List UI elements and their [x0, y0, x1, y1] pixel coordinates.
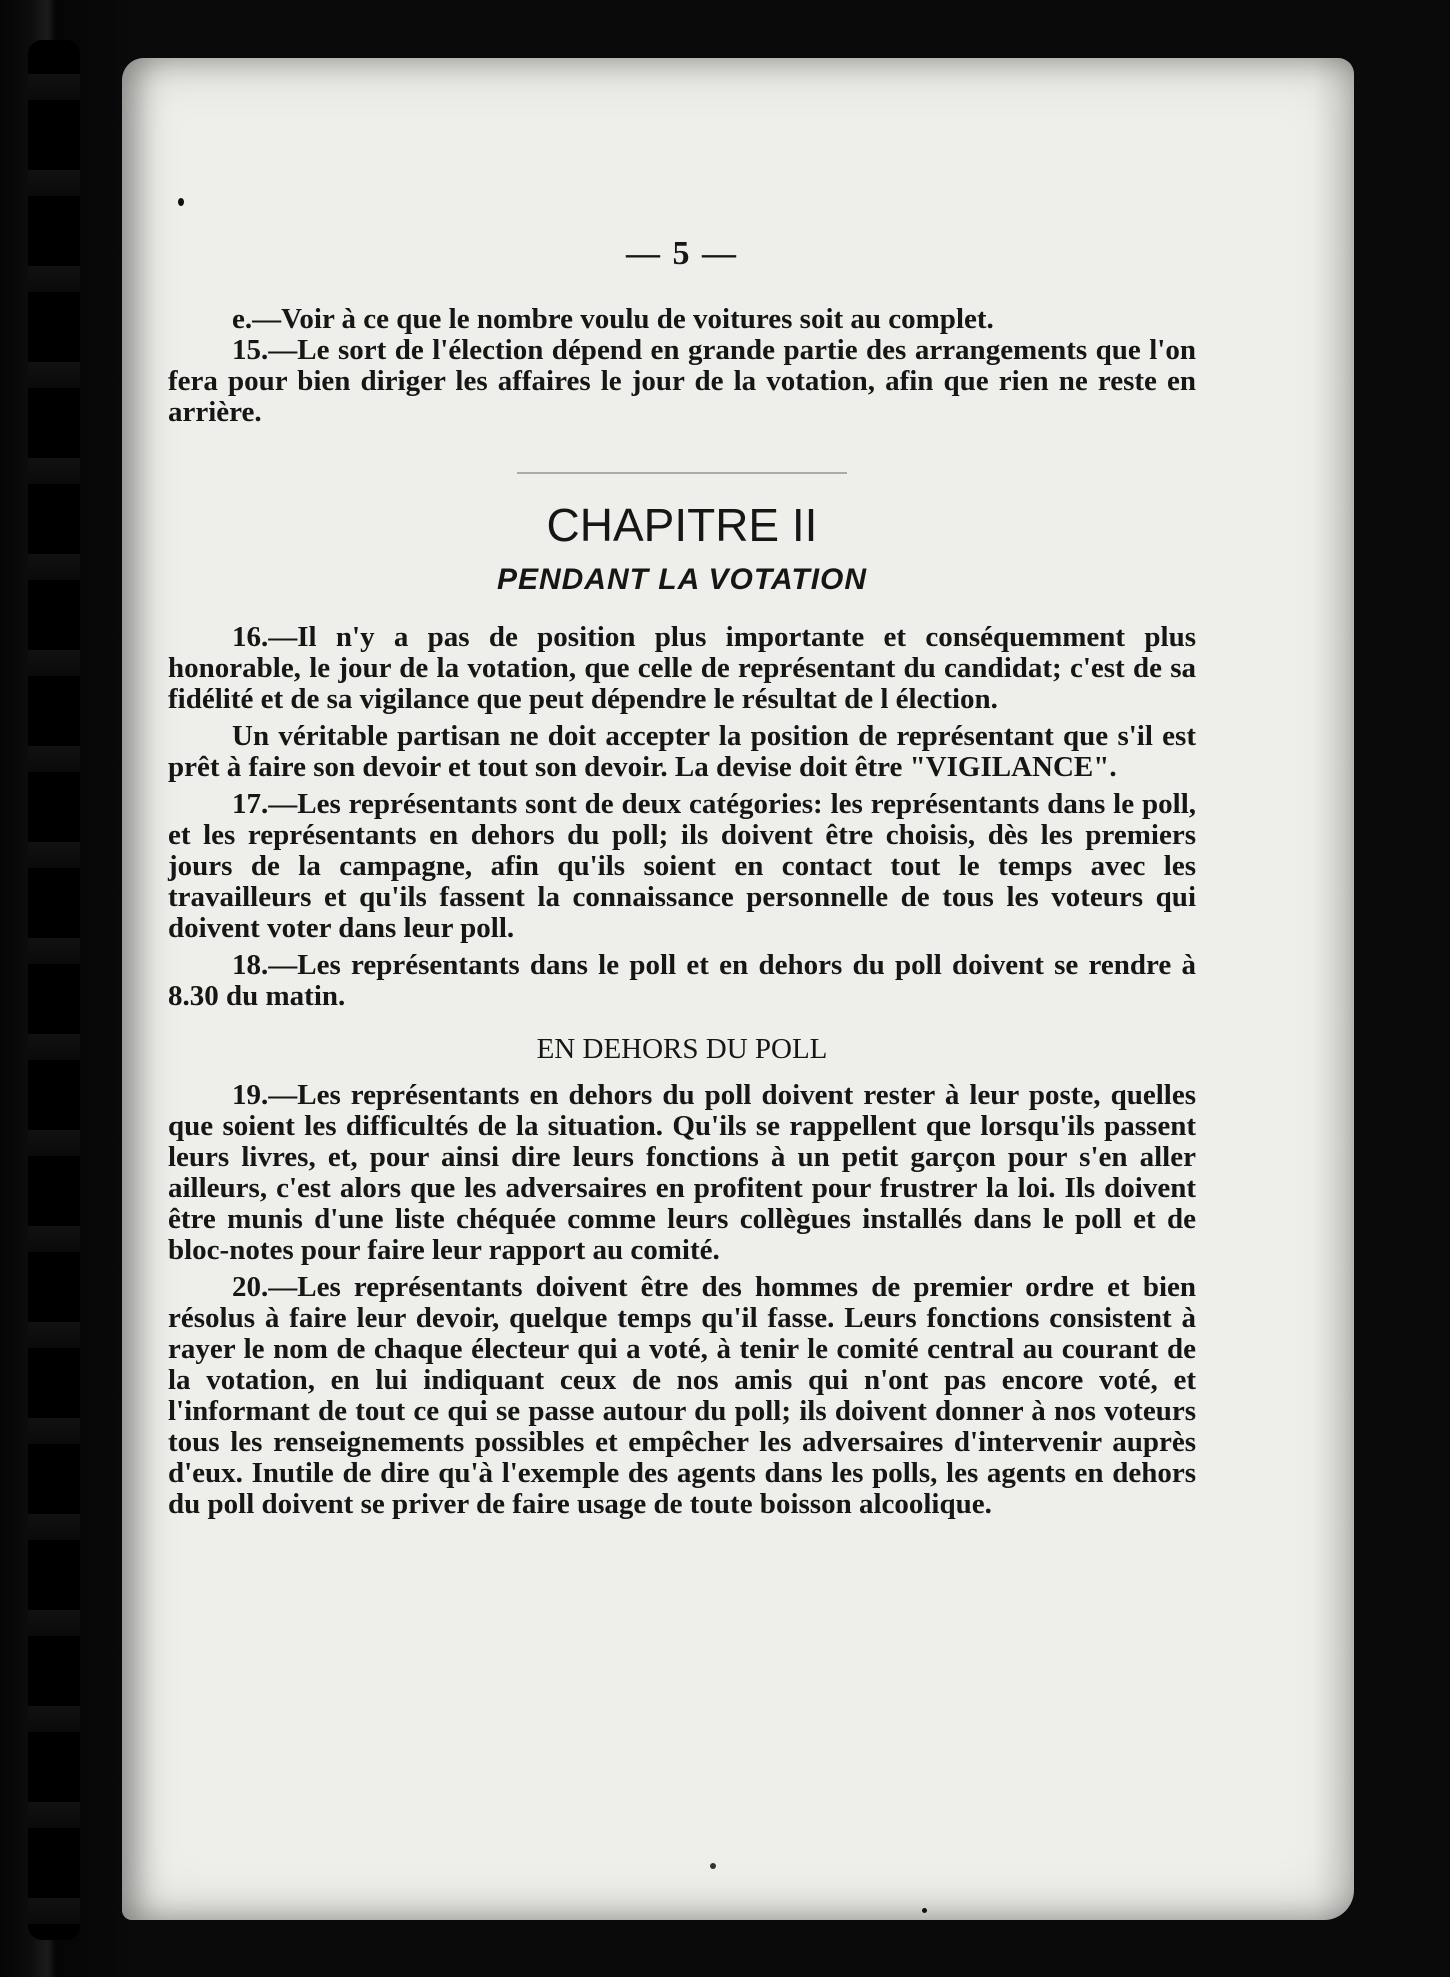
paragraph-15: 15.—Le sort de l'élection dépend en grande partie des arrangements que l'on fera pour bien diriger les affaires le jour de la votation, afin que rien ne reste en arrière.	[168, 334, 1196, 428]
binding-edge	[28, 40, 80, 1940]
paragraph-18: 18.—Les représentants dans le poll et en dehors du poll doivent se rendre à 8.30 du matin.	[168, 949, 1196, 1012]
paragraph-17: 17.—Les représentants sont de deux catégories: les représentants dans le poll, et les représentants en dehors du poll; ils doivent être choisis, dès les premiers jours de la campagne, afin qu'ils soient en contact tout le temps avec les travailleurs et qu'ils fassent la connaissance personnelle de tous les voteurs qui doivent voter dans leur poll.	[168, 788, 1196, 944]
paragraph-16: 16.—Il n'y a pas de position plus importante et conséquemment plus honorable, le jour de la votation, que celle de représentant du candidat; c'est de sa fidélité et de sa vigilance que peut dépendre le résultat de l élection.	[168, 621, 1196, 715]
page-number: — 5 —	[626, 235, 738, 272]
page-content	[168, 170, 1196, 1520]
paragraph-20: 20.—Les représentants doivent être des hommes de premier ordre et bien résolus à faire leur devoir, quelque temps qu'il fasse. Leurs fonctions consistent à rayer le nom de chaque électeur qui a voté, à tenir le comité central au courant de la votation, en lui indiquant ceux de nos amis qui n'ont pas encore voté, et l'informant de tout ce qui se passe autour du poll; ils doivent donner à nos voteurs tous les renseignements possibles et empêcher les adversaires d'intervenir auprès d'eux. Inutile de dire qu'à l'exemple des agents dans les polls, les agents en dehors du poll doivent se priver de faire usage de toute boisson alcoolique.	[168, 1271, 1196, 1520]
section-divider	[517, 472, 847, 474]
book-binding	[0, 0, 140, 1977]
chapter-subtitle: PENDANT LA VOTATION	[496, 563, 868, 596]
ink-speck	[922, 1908, 927, 1913]
paragraph-16-continued: Un véritable partisan ne doit accepter la position de représentant que s'il est prêt à faire son devoir et tout son devoir. La devise doit être "VIGILANCE".	[168, 720, 1196, 783]
paragraph-item-e: e.—Voir à ce que le nombre voulu de voitures soit au complet.	[232, 303, 994, 335]
chapter-title: CHAPITRE II	[546, 499, 818, 551]
paragraph-19: 19.—Les représentants en dehors du poll doivent rester à leur poste, quelles que soient les difficultés de la situation. Qu'ils se rappellent que lorsqu'ils passent leurs livres, et, pour ainsi dire leurs fonctions à un petit garçon pour s'en aller ailleurs, c'est alors que les adversaires en profitent pour frustrer la loi. Ils doivent être munis d'une liste chéquée comme leurs collègues installés dans le poll et de bloc-notes pour faire leur rapport au comité.	[168, 1079, 1196, 1266]
section-heading: EN DEHORS DU POLL	[536, 1033, 828, 1065]
ink-speck	[710, 1863, 716, 1869]
